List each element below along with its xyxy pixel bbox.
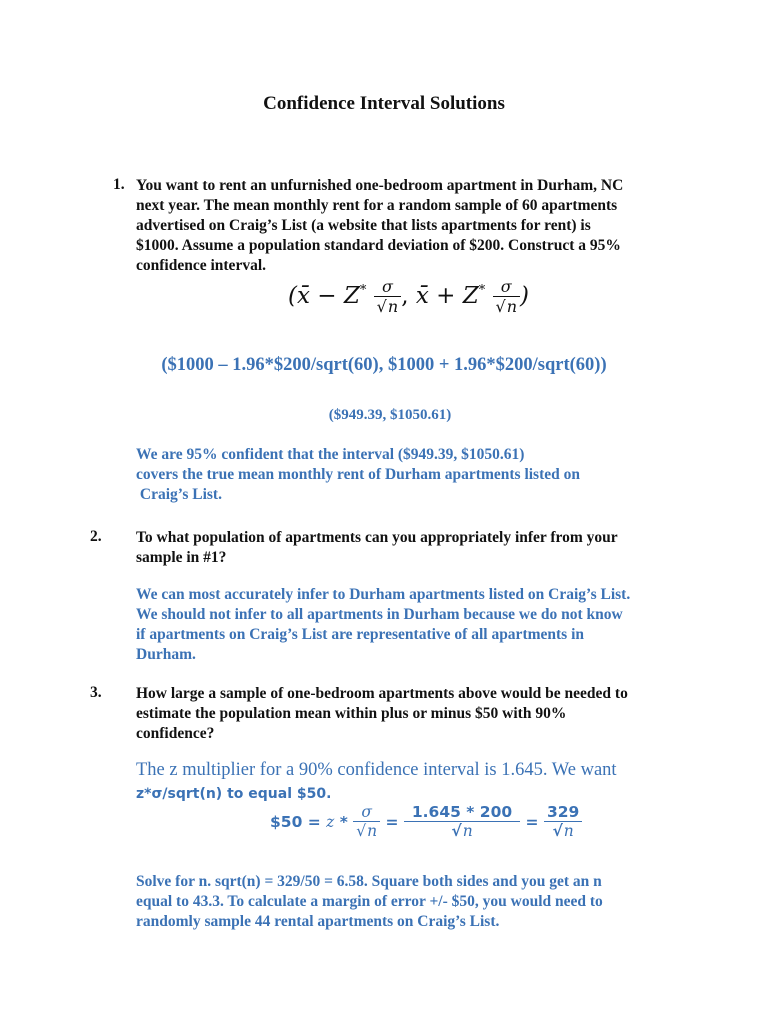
question-1-line: advertised on Craig’s List (a website that lists apartments for rent) is <box>136 217 591 234</box>
question-2-text <box>136 528 696 568</box>
question-3-answer <box>136 872 716 932</box>
question-2-number: 2. <box>90 528 102 545</box>
formula-paren: ( <box>288 282 297 309</box>
answer-line: We can most accurately infer to Durham apartments listed on Craig’s List. <box>136 586 631 603</box>
equation-fraction-values <box>404 804 520 841</box>
equation-n: n <box>367 822 378 841</box>
answer-line: equal to 43.3. To calculate a margin of error +/- $50, you would need to <box>136 893 603 910</box>
question-3-line: confidence? <box>136 725 215 742</box>
equation-numerator-result: 329 <box>544 804 582 822</box>
question-1-line: confidence interval. <box>136 257 267 274</box>
question-1-result: ($949.39, $1050.61) <box>328 407 452 423</box>
equation-n: n <box>563 822 574 841</box>
formula-z: Z <box>462 282 479 309</box>
equation-sqrt: √ <box>356 822 367 841</box>
question-2-line: sample in #1? <box>136 549 227 566</box>
question-1-text <box>136 176 696 276</box>
equation-n: n <box>462 822 473 841</box>
formula-z: Z <box>343 282 360 309</box>
formula-n: n <box>506 296 518 316</box>
equation-sigma: σ <box>353 804 380 822</box>
equation-sqrt: √ <box>552 822 563 841</box>
question-1-interpretation <box>136 445 696 505</box>
equation-equals: = <box>520 812 544 831</box>
sample-size-equation <box>270 804 582 841</box>
question-1-line: next year. The mean monthly rent for a random sample of 60 apartments <box>136 197 618 214</box>
question-1-number: 1. <box>113 176 125 193</box>
interpretation-line: covers the true mean monthly rent of Durham apartments listed on <box>136 466 580 483</box>
formula-sigma: σ <box>493 278 521 297</box>
equation-equals: = <box>302 812 327 831</box>
interpretation-line: We are 95% confident that the interval ($949.39, $1050.61) <box>136 446 525 463</box>
question-3-line: How large a sample of one-bedroom apartments above would be needed to <box>136 685 628 702</box>
interpretation-line: Craig’s List. <box>136 486 222 503</box>
question-1-line: You want to rent an unfurnished one-bedroom apartment in Durham, NC <box>136 177 624 194</box>
question-3-answer-intro-2: z*σ/sqrt(n) to equal $50. <box>136 786 332 802</box>
answer-line: We should not infer to all apartments in Durham because we do not know <box>136 606 623 623</box>
question-3-line: estimate the population mean within plus or minus $50 with 90% <box>136 705 567 722</box>
equation-equals: = <box>380 812 404 831</box>
confidence-interval-formula <box>288 278 529 316</box>
formula-sigma: σ <box>374 278 402 297</box>
question-2-answer <box>136 585 716 665</box>
formula-plus: + <box>428 282 463 309</box>
equation-z: z <box>326 812 335 831</box>
question-3-text <box>136 684 696 744</box>
formula-star: * <box>359 283 367 299</box>
equation-sqrt: √ <box>451 822 462 841</box>
equation-fraction-sigma <box>353 804 380 841</box>
formula-paren: ) <box>520 282 529 309</box>
equation-numerator: 1.645 * 200 <box>404 804 520 822</box>
equation-lhs: $50 <box>270 812 303 831</box>
answer-line: Solve for n. sqrt(n) = 329/50 = 6.58. Square both sides and you get an n <box>136 873 602 890</box>
question-1-computation: ($1000 – 1.96*$200/sqrt(60), $1000 + 1.96*$200/sqrt(60)) <box>161 355 607 375</box>
answer-line: randomly sample 44 rental apartments on Craig’s List. <box>136 913 500 930</box>
answer-line: Durham. <box>136 646 196 663</box>
question-3-number: 3. <box>90 684 102 701</box>
formula-sqrt: √ <box>495 296 506 316</box>
formula-star: * <box>478 283 486 299</box>
equation-times: * <box>334 812 354 831</box>
question-3-answer-intro: The z multiplier for a 90% confidence interval is 1.645. We want <box>136 760 617 780</box>
formula-fraction <box>374 278 402 316</box>
page-title: Confidence Interval Solutions <box>263 93 505 114</box>
formula-n: n <box>387 296 399 316</box>
equation-fraction-result <box>544 804 582 841</box>
formula-sqrt: √ <box>376 296 387 316</box>
formula-xbar: x̄ <box>296 282 310 309</box>
formula-comma: , <box>401 282 416 309</box>
question-2-line: To what population of apartments can you appropriately infer from your <box>136 529 618 546</box>
formula-xbar: x̄ <box>415 282 429 309</box>
answer-line: if apartments on Craig’s List are representative of all apartments in <box>136 626 585 643</box>
formula-minus: − <box>309 282 344 309</box>
question-1-line: $1000. Assume a population standard deviation of $200. Construct a 95% <box>136 237 621 254</box>
formula-fraction <box>493 278 521 316</box>
